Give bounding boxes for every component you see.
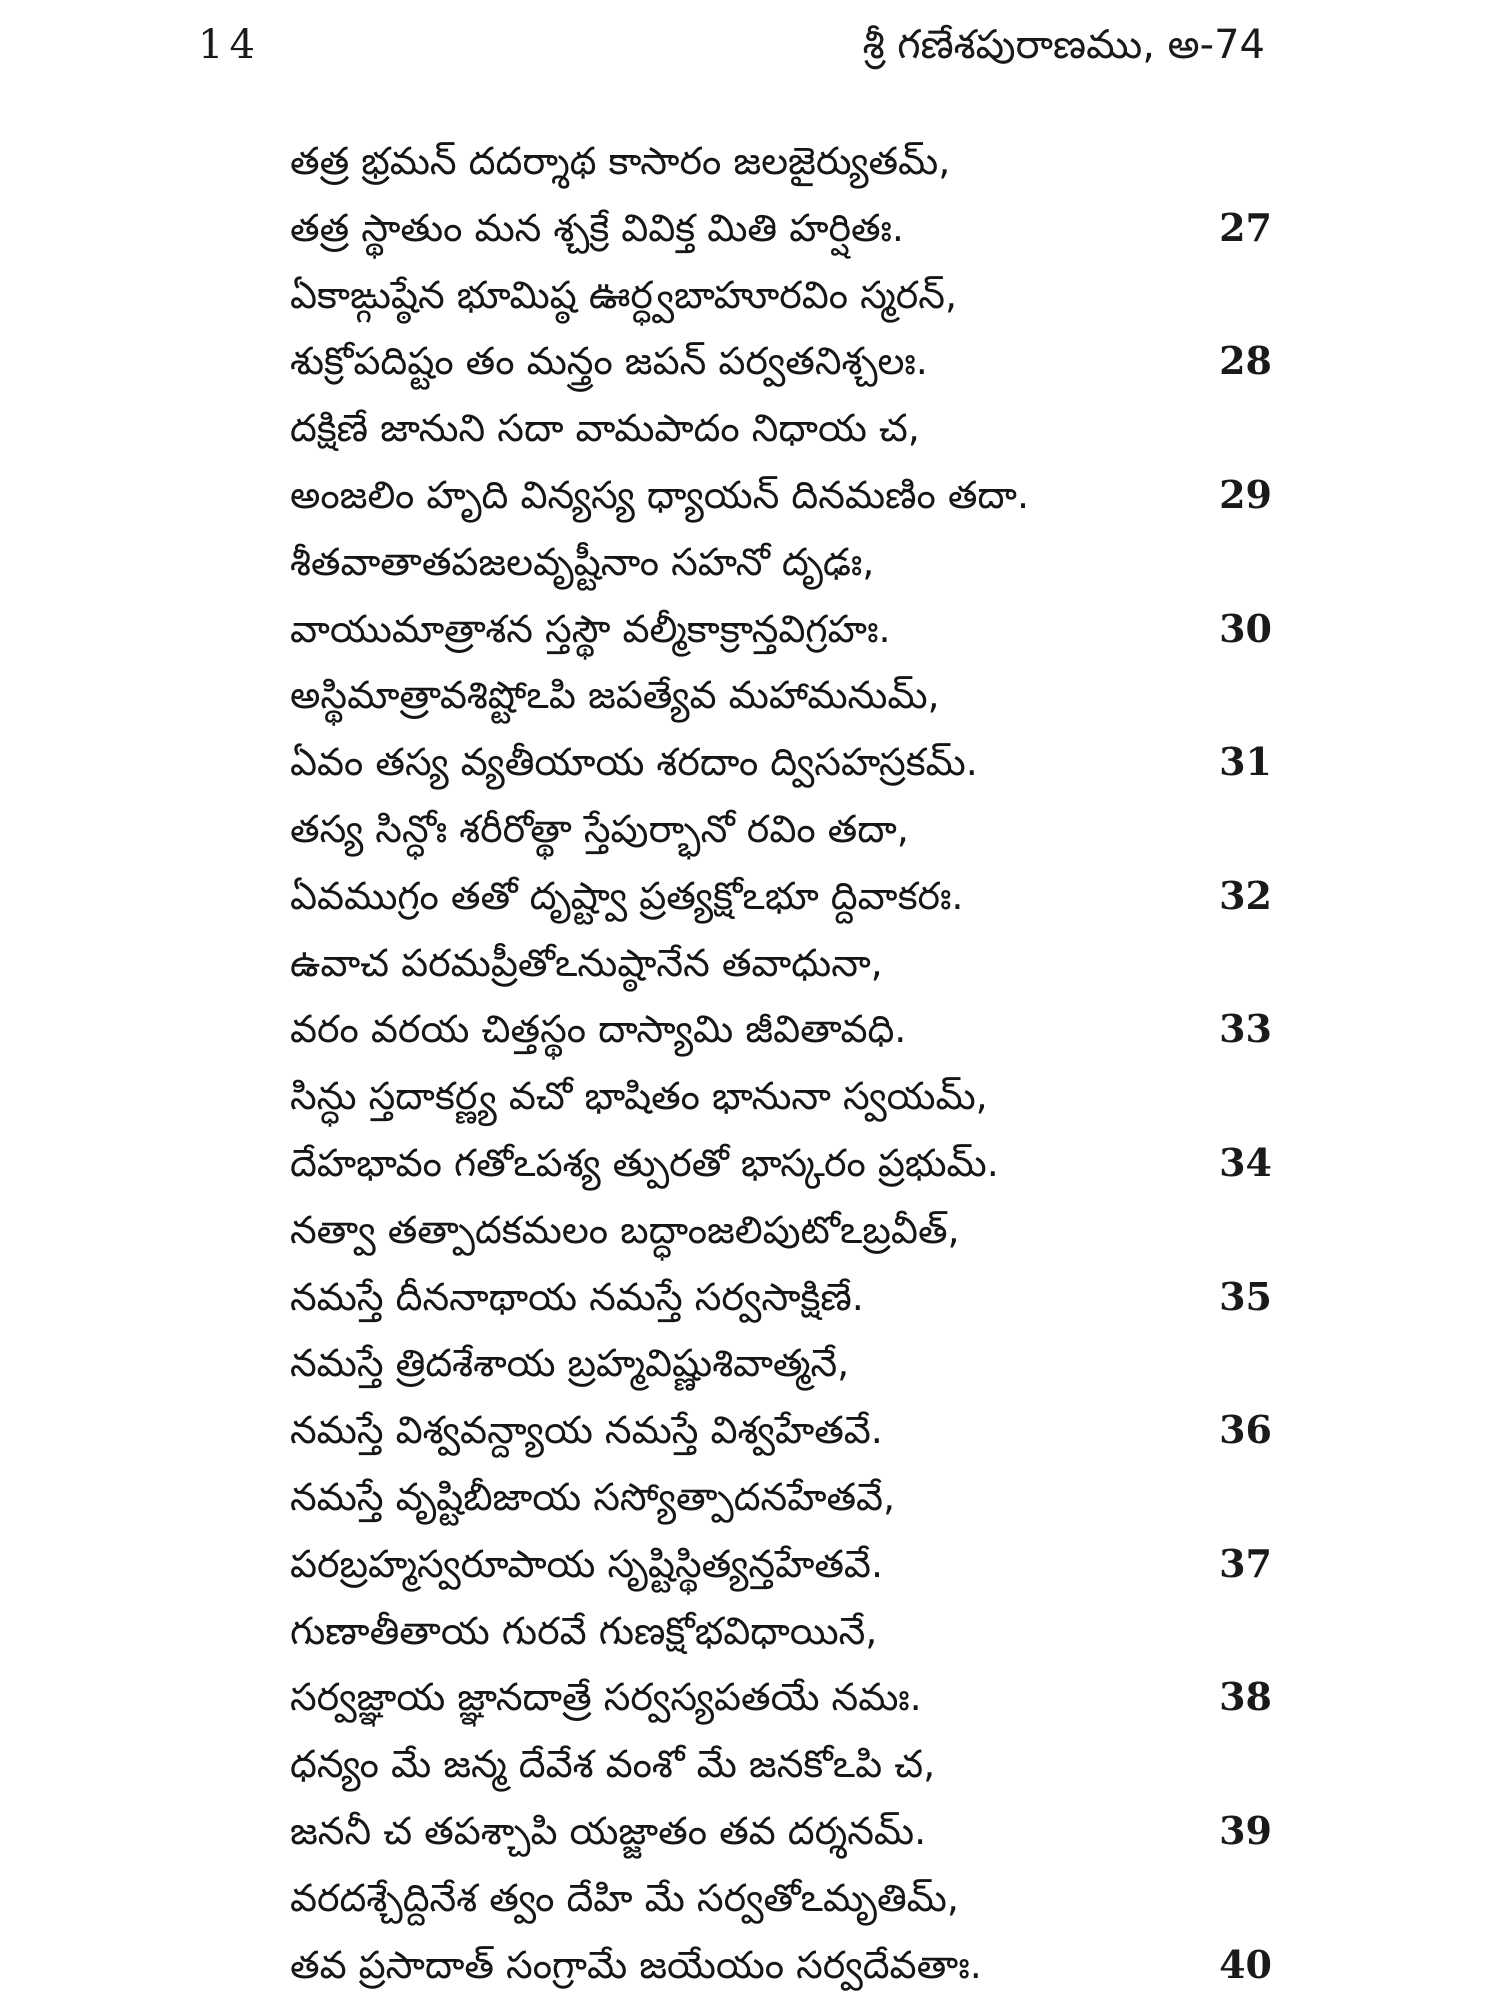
verse-text: జననీ చ తపశ్చాపి యజ్జాతం తవ దర్శనమ్. bbox=[290, 1808, 927, 1853]
verse-number: 40 bbox=[1219, 1941, 1272, 1987]
verse-30-line-2 bbox=[290, 596, 1280, 663]
verse-text: తత్ర స్థాతుం మన శ్చక్రే వివిక్త మితి హర్షితః. bbox=[290, 205, 904, 250]
verse-text: శుక్రోపదిష్టం తం మన్త్రం జపన్ పర్వతనిశ్చలః. bbox=[290, 339, 928, 384]
verse-number: 32 bbox=[1219, 872, 1272, 918]
verse-32-line-2 bbox=[290, 863, 1280, 930]
verse-text: తవ ప్రసాదాత్ సంగ్రామే జయేయం సర్వదేవతాః. bbox=[290, 1942, 982, 1987]
verse-number: 30 bbox=[1219, 605, 1272, 651]
verse-text: వరం వరయ చిత్తస్థం దాస్యామి జీవితావధి. bbox=[290, 1007, 907, 1052]
verse-number: 27 bbox=[1219, 204, 1272, 250]
verse-number: 38 bbox=[1219, 1674, 1272, 1720]
verse-31-line-1: అస్థిమాత్రావశిష్టోఽపి జపత్యేవ మహామనుమ్, bbox=[290, 673, 940, 718]
verse-text: అంజలిం హృది విన్యస్య ధ్యాయన్ దినమణిం తదా. bbox=[290, 472, 1030, 517]
verse-29-line-1: దక్షిణే జానుని సదా వామపాదం నిధాయ చ, bbox=[290, 406, 920, 451]
verse-number: 29 bbox=[1219, 471, 1272, 517]
verse-36-line-2 bbox=[290, 1397, 1280, 1464]
verse-text: ఏవం తస్య వ్యతీయాయ శరదాం ద్విసహస్రకమ్. bbox=[290, 740, 978, 785]
verse-text: సర్వజ్ఞాయ జ్ఞానదాత్రే సర్వస్యపతయే నమః. bbox=[290, 1675, 922, 1720]
verse-28-line-1: ఏకాఙ్గుష్ఠేన భూమిష్ఠ ఊర్ధ్వబాహూరవిం స్మరన్, bbox=[290, 272, 958, 317]
verse-34-line-1: సిన్ధు స్తదాకర్ణ్య వచో భాషితం భానునా స్వయమ్, bbox=[290, 1074, 988, 1119]
verse-number: 37 bbox=[1219, 1540, 1272, 1586]
verse-33-line-2 bbox=[290, 996, 1280, 1063]
verse-text: పరబ్రహ్మస్వరూపాయ సృష్టిస్థిత్యన్తహేతవే. bbox=[290, 1541, 884, 1586]
verse-37-line-1: నమస్తే వృష్టిబీజాయ సస్యోత్పాదనహేతవే, bbox=[290, 1474, 896, 1519]
verse-number: 33 bbox=[1219, 1006, 1272, 1052]
page-number: 14 bbox=[198, 22, 261, 68]
verse-list bbox=[290, 128, 1280, 1998]
verse-40-line-2 bbox=[290, 1932, 1280, 1999]
verse-39-line-1: ధన్యం మే జన్మ దేవేశ వంశో మే జనకోఽపి చ, bbox=[290, 1742, 936, 1787]
verse-39-line-2 bbox=[290, 1798, 1280, 1865]
verse-33-line-1: ఉవాచ పరమప్రీతోఽనుష్ఠానేన తవాధునా, bbox=[290, 940, 883, 985]
verse-28-line-2 bbox=[290, 328, 1280, 395]
running-title: శ్రీ గణేశపురాణము, అ-74 bbox=[862, 22, 1265, 68]
verse-text: వాయుమాత్రాశన స్తస్థౌ వల్మీకాక్రాన్తవిగ్రహః. bbox=[290, 606, 891, 651]
verse-number: 36 bbox=[1219, 1407, 1272, 1453]
verse-27-line-2 bbox=[290, 195, 1280, 262]
verse-number: 34 bbox=[1219, 1139, 1272, 1185]
verse-27-line-1: తత్ర భ్రమన్ దదర్శాథ కాసారం జలజైర్యుతమ్, bbox=[290, 139, 951, 183]
verse-36-line-1: నమస్తే త్రిదశేశాయ బ్రహ్మవిష్ణుశివాత్మనే, bbox=[290, 1341, 850, 1386]
verse-38-line-1: గుణాతీతాయ గురవే గుణక్షోభవిధాయినే, bbox=[290, 1608, 878, 1653]
verse-35-line-2 bbox=[290, 1264, 1280, 1331]
verse-40-line-1: వరదశ్చేద్దినేశ త్వం దేహి మే సర్వతోఽమృతిమ్, bbox=[290, 1875, 959, 1920]
verse-text: నమస్తే దీననాథాయ నమస్తే సర్వసాక్షిణే. bbox=[290, 1274, 864, 1319]
verse-number: 39 bbox=[1219, 1807, 1272, 1853]
verse-32-line-1: తస్య సిన్ధోః శరీరోత్థా స్తేపుర్భానో రవిం తదా, bbox=[290, 806, 909, 851]
verse-29-line-2 bbox=[290, 462, 1280, 529]
verse-text: ఏవముగ్రం తతో దృష్ట్వా ప్రత్యక్షోఽభూ ద్దివాకరః. bbox=[290, 873, 964, 918]
verse-number: 31 bbox=[1219, 739, 1272, 785]
verse-text: నమస్తే విశ్వవన్ద్యాయ నమస్తే విశ్వహేతవే. bbox=[290, 1408, 883, 1453]
verse-37-line-2 bbox=[290, 1531, 1280, 1598]
verse-number: 35 bbox=[1219, 1273, 1272, 1319]
verse-34-line-2 bbox=[290, 1130, 1280, 1197]
verse-38-line-2 bbox=[290, 1664, 1280, 1731]
verse-30-line-1: శీతవాతాతపజలవృష్టీనాం సహనో దృఢః, bbox=[290, 539, 875, 584]
verse-text: దేహభావం గతోఽపశ్య త్పురతో భాస్కరం ప్రభుమ్. bbox=[290, 1140, 999, 1185]
verse-31-line-2 bbox=[290, 729, 1280, 796]
verse-35-line-1: నత్వా తత్పాదకమలం బద్ధాంజలిపుటోఽబ్రవీత్, bbox=[290, 1207, 960, 1252]
verse-number: 28 bbox=[1219, 338, 1272, 384]
